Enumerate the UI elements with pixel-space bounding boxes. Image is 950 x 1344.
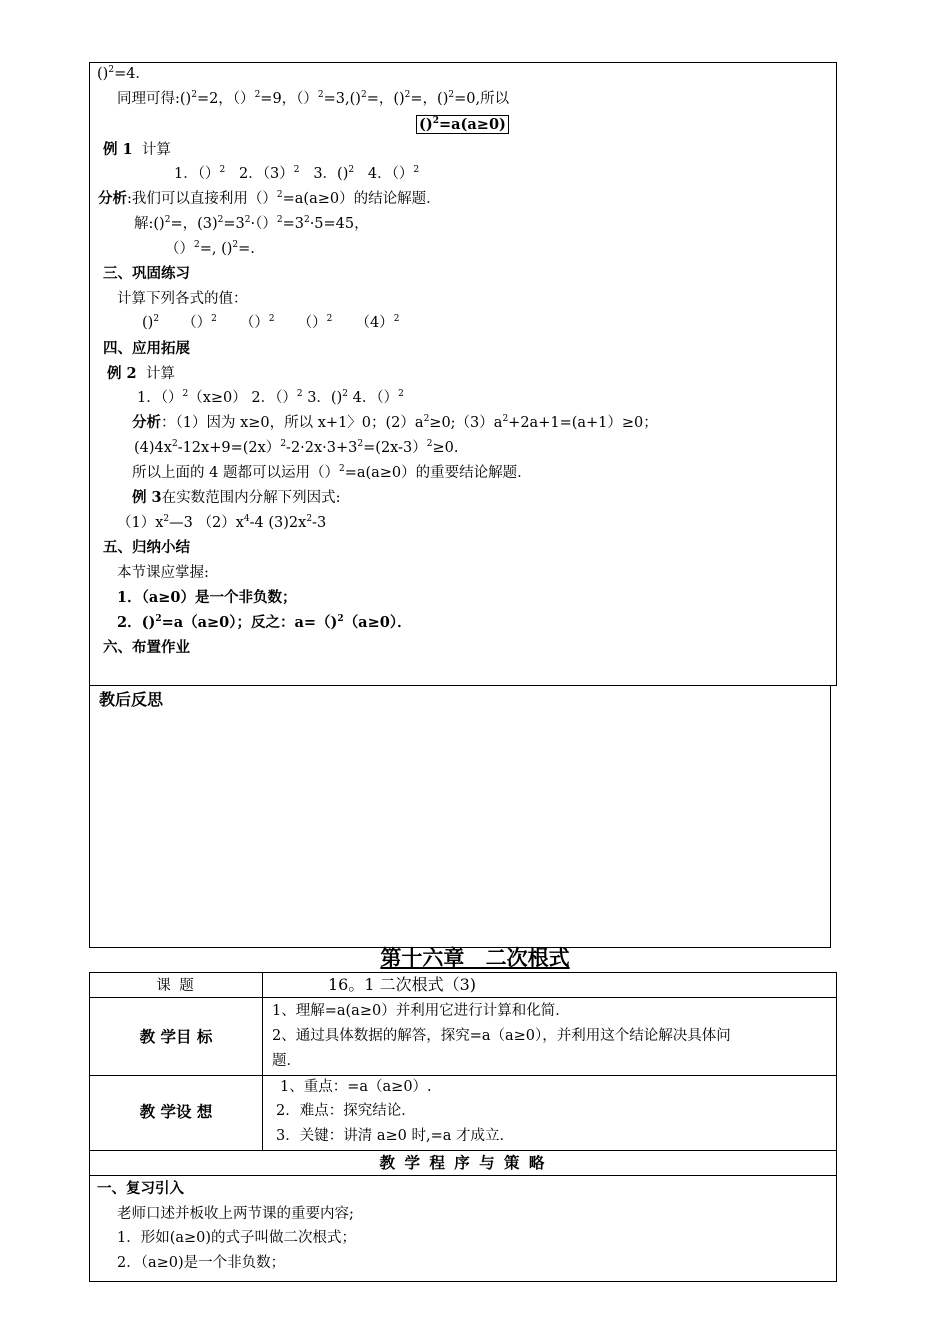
example-2-items: 1．（）$^2$（x≥0） 2．（）$^2$ 3．()$^2$ 4．（）$^2$ bbox=[137, 389, 404, 406]
solution-line-2: （）$^2$=, ()$^2$=. bbox=[165, 240, 255, 257]
review-title: 一、复习引入 bbox=[97, 1180, 184, 1197]
section-5-heading: 五、归纳小结 bbox=[103, 539, 190, 556]
section-4-heading: 四、应用拓展 bbox=[103, 340, 190, 357]
section-3-text: 计算下列各式的值： bbox=[117, 291, 248, 307]
chapter-title: 第十六章 二次根式 bbox=[380, 945, 570, 970]
section-3-heading: 三、巩固练习 bbox=[103, 265, 190, 282]
goal-line-3: 题． bbox=[272, 1053, 301, 1069]
section-3-items: ()$^2$ （）$^2$ （）$^2$ （）$^2$ $(4)^2$ bbox=[142, 314, 400, 331]
summary-2: 2．()$^2$=a（a≥0）；反之：a=（)$^2$（a≥0）． bbox=[117, 614, 412, 631]
section-6-heading: 六、布置作业 bbox=[103, 639, 190, 656]
goal-line-1: 1、理解=a(a≥0）并利用它进行计算和化简． bbox=[272, 1003, 570, 1019]
reflection-box bbox=[89, 685, 831, 948]
boxed-conclusion: ()$^2$=a(a≥0) bbox=[416, 115, 509, 135]
topic-value: 16。1 二次根式（3) bbox=[328, 975, 477, 994]
line-squared-equals-4: ()$^2$=4． bbox=[97, 65, 150, 82]
example-2-heading: 例 2 计算 bbox=[107, 365, 175, 382]
review-line-1: 老师口述并板收上两节课的重要内容; bbox=[117, 1206, 354, 1222]
analysis-2-line-1: 分析：（1）因为 x≥0，所以 x+1〉0；$(2)a^2\ge 0;(3)a^2+2a+1=(a+1)\ge 0$； bbox=[132, 414, 658, 431]
solution-line-1: 解:()$^2$=，$(3)^2=3^2\cdot()^2=3^2\cdot 5=45$， bbox=[134, 215, 369, 232]
analysis-1: 分析:我们可以直接利用（）$^2$=a(a≥0）的结论解题． bbox=[98, 190, 441, 207]
analysis-2-line-3: 所以上面的 4 题都可以运用（）$^2$=a(a≥0）的重要结论解题． bbox=[132, 464, 532, 481]
line-similarly: 同理可得:()$^2$=2，（）$^2$=9，（）$^2$=3,()$^2$=，()$^2$=，()$^2$=0,所以 bbox=[117, 90, 510, 107]
design-line-2: 2．难点：探究结论． bbox=[276, 1103, 416, 1119]
analysis-2-line-2: $(4)4x^2-12x+9=(2x)^2-2\cdot 2x\cdot 3+3^2=(2x-3)^2\ge 0$. bbox=[134, 439, 459, 456]
procedure-header: 教 学 程 序 与 策 略 bbox=[379, 1153, 547, 1172]
goal-line-2: 2、通过具体数据的解答，探究=a（a≥0），并利用这个结论解决具体问 bbox=[272, 1028, 731, 1044]
example-3-heading: 例 3在实数范围内分解下列因式: bbox=[132, 489, 341, 506]
summary-1: 1．（a≥0）是一个非负数； bbox=[117, 589, 297, 606]
example-1-heading: 例 1 计算 bbox=[103, 141, 171, 158]
design-line-1: 1、重点：=a（a≥0）. bbox=[280, 1079, 432, 1095]
review-line-3: 2．（a≥0)是一个非负数； bbox=[117, 1255, 286, 1271]
example-3-items: $(1)x^2—3$ $(2)x^4-4$ $(3)2x^2-3$ bbox=[117, 514, 327, 531]
reflection-label: 教后反思 bbox=[99, 690, 164, 709]
example-1-items: 1．（）$^2$ 2．$(3)^2$ 3．()$^2$ 4．（）$^2$ bbox=[174, 165, 420, 182]
review-line-2: 1．形如(a≥0)的式子叫做二次根式； bbox=[117, 1230, 357, 1246]
topic-label: 课 题 bbox=[156, 978, 196, 994]
section-5-text: 本节课应掌握: bbox=[117, 565, 209, 581]
goals-label: 教 学目 标 bbox=[139, 1027, 213, 1046]
design-line-3: 3．关键：讲清 a≥0 时,=a 才成立． bbox=[276, 1128, 514, 1144]
design-label: 教 学设 想 bbox=[139, 1102, 213, 1121]
